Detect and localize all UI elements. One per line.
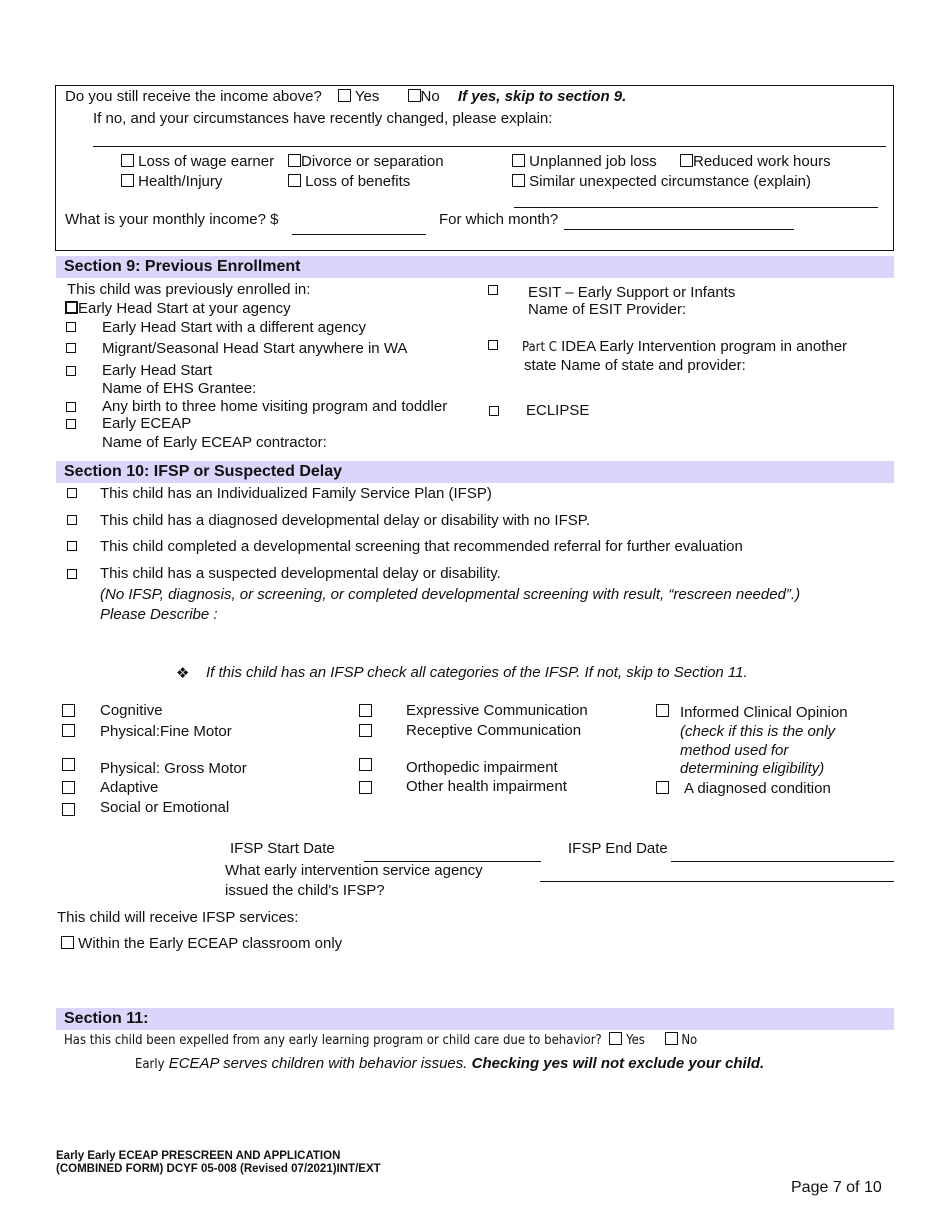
agency-question-line1: What early intervention service agency — [225, 862, 483, 879]
cognitive-checkbox[interactable] — [62, 704, 75, 717]
services-label: This child will receive IFSP services: — [57, 909, 299, 926]
reason-divorce[interactable] — [288, 153, 444, 170]
loss-benefits-checkbox[interactable] — [288, 174, 301, 187]
loss-wage-label: Loss of wage earner — [138, 153, 275, 170]
receptive-label: Receptive Communication — [406, 722, 582, 739]
clinical-note1: (check if this is the only — [680, 723, 836, 740]
clinical-checkbox[interactable] — [656, 704, 669, 717]
orthopedic-checkbox[interactable] — [359, 758, 372, 771]
explain-line[interactable] — [93, 146, 886, 147]
page-number: Page 7 of 10 — [791, 1179, 882, 1196]
expelled-yes-checkbox[interactable] — [609, 1032, 622, 1045]
ehs-grantee-label: Name of EHS Grantee: — [102, 380, 257, 397]
idea-label: IDEA Early Intervention program in another — [556, 338, 848, 355]
describe-label: Please Describe : — [100, 606, 218, 623]
idea-prefix: Part C — [522, 340, 557, 355]
eclipse-label: ECLIPSE — [526, 402, 590, 419]
ifsp-label: This child has an Individualized Family Service Plan (IFSP) — [100, 485, 492, 502]
other-health-label: Other health impairment — [406, 778, 567, 795]
expelled-yes-label: Yes — [626, 1033, 645, 1048]
section9-intro: This child was previously enrolled in: — [67, 281, 311, 298]
suspected-label: This child has a suspected developmental delay or disability. — [100, 565, 501, 582]
idea-checkbox[interactable] — [488, 340, 498, 350]
job-loss-checkbox[interactable] — [512, 154, 525, 167]
behavior-note-bold: Checking yes will not exclude your child. — [471, 1055, 765, 1072]
social-label: Social or Emotional — [100, 799, 230, 816]
early-eceap-checkbox[interactable] — [66, 419, 76, 429]
loss-benefits-label: Loss of benefits — [305, 173, 411, 190]
reason-loss-benefits[interactable] — [288, 173, 410, 190]
divorce-checkbox[interactable] — [288, 154, 301, 167]
month-label: For which month? — [439, 211, 559, 228]
section11-header: Section 11: — [56, 1008, 894, 1030]
ifsp-end-label: IFSP End Date — [568, 840, 668, 857]
month-field[interactable] — [564, 229, 794, 230]
clinical-note2: method used for — [680, 742, 789, 759]
health-label: Health/Injury — [138, 173, 223, 190]
social-checkbox[interactable] — [62, 803, 75, 816]
footer-line1: Early Early ECEAP PRESCREEN AND APPLICATION — [56, 1150, 341, 1162]
ehs-agency-checkbox[interactable] — [65, 301, 78, 314]
ehs-agency-prefix: Early — [78, 300, 113, 317]
loss-wage-checkbox[interactable] — [121, 154, 134, 167]
esit-checkbox[interactable] — [488, 285, 498, 295]
reduced-hours-checkbox[interactable] — [680, 154, 693, 167]
prev-ehs-agency[interactable] — [65, 300, 291, 317]
ehs-label: Early Head Start — [102, 362, 213, 379]
income-yes-checkbox[interactable] — [338, 89, 351, 102]
similar-label: Similar unexpected circumstance (explain) — [529, 173, 811, 190]
behavior-note — [135, 1055, 764, 1072]
diagnosed-condition-checkbox[interactable] — [656, 781, 669, 794]
screening-label: This child completed a developmental screening that recommended referral for further evaluation — [100, 538, 743, 555]
gross-motor-checkbox[interactable] — [62, 758, 75, 771]
classroom-only-option[interactable] — [61, 935, 342, 952]
idea-row — [522, 338, 847, 355]
clinical-note3: determining eligibility) — [680, 760, 825, 777]
diagnosed-label: This child has a diagnosed developmental delay or disability with no IFSP. — [100, 512, 591, 529]
reason-health[interactable] — [121, 173, 222, 190]
section9-header: Section 9: Previous Enrollment — [56, 256, 894, 278]
monthly-income-field[interactable] — [292, 234, 426, 235]
fine-motor-checkbox[interactable] — [62, 724, 75, 737]
expelled-no-label: No — [681, 1033, 698, 1048]
screening-checkbox[interactable] — [67, 541, 77, 551]
suspected-note: (No IFSP, diagnosis, or screening, or completed developmental screening with result, “rescreen needed”.) — [100, 586, 801, 603]
birth-to-three-checkbox[interactable] — [66, 402, 76, 412]
esit-provider-label: Name of ESIT Provider: — [528, 301, 687, 318]
similar-explain-line[interactable] — [514, 207, 878, 208]
section10-header: Section 10: IFSP or Suspected Delay — [56, 461, 894, 483]
income-skip-note: If yes, skip to section 9. — [457, 88, 627, 105]
fine-motor-label: Physical:Fine Motor — [100, 723, 232, 740]
early-eceap-label: Early ECEAP — [102, 415, 192, 432]
reason-similar[interactable] — [512, 173, 811, 190]
orthopedic-label: Orthopedic impairment — [406, 759, 558, 776]
similar-checkbox[interactable] — [512, 174, 525, 187]
adaptive-label: Adaptive — [100, 779, 159, 796]
gross-motor-label: Physical: Gross Motor — [100, 760, 247, 777]
expressive-label: Expressive Communication — [406, 702, 588, 719]
diagnosed-condition-label: A diagnosed condition — [684, 780, 831, 797]
other-health-checkbox[interactable] — [359, 781, 372, 794]
divorce-label: Divorce or separation — [301, 153, 444, 170]
ifsp-start-label: IFSP Start Date — [230, 840, 335, 857]
expressive-checkbox[interactable] — [359, 704, 372, 717]
income-explain-prompt: If no, and your circumstances have recently changed, please explain: — [93, 110, 553, 127]
ifsp-checkbox[interactable] — [67, 488, 77, 498]
income-question: Do you still receive the income above? — [65, 88, 322, 105]
expelled-question: Has this child been expelled from any early learning program or child care due to behavior? — [64, 1033, 602, 1048]
behavior-note-italic: ECEAP serves children with behavior issues. — [164, 1055, 472, 1072]
ifsp-end-field[interactable] — [671, 861, 894, 862]
birth-to-three-label: Any birth to three home visiting program and toddler — [102, 398, 448, 415]
income-no-label: No — [420, 88, 440, 105]
reason-job-loss[interactable] — [512, 153, 657, 170]
receptive-checkbox[interactable] — [359, 724, 372, 737]
cognitive-label: Cognitive — [100, 702, 163, 719]
footer-line2: (COMBINED FORM) DCYF 05-008 (Revised 07/2021)INT/EXT — [56, 1163, 381, 1175]
ifsp-instruction: If this child has an IFSP check all categories of the IFSP. If not, skip to Section 11. — [206, 664, 748, 681]
monthly-income-label: What is your monthly income? $ — [65, 211, 279, 228]
reason-reduced-hours[interactable] — [680, 153, 831, 170]
eclipse-checkbox[interactable] — [489, 406, 499, 416]
classroom-only-label: Within the Early ECEAP classroom only — [78, 935, 343, 952]
ehs-different-checkbox[interactable] — [66, 322, 76, 332]
agency-question-line2: issued the child's IFSP? — [225, 882, 385, 899]
diagnosed-checkbox[interactable] — [67, 515, 77, 525]
behavior-note-prefix: Early — [135, 1057, 165, 1072]
ehs-different-label: Early Head Start with a different agency — [102, 319, 367, 336]
suspected-checkbox[interactable] — [67, 569, 77, 579]
migrant-label: Migrant/Seasonal Head Start anywhere in WA — [102, 340, 408, 357]
income-question-row — [65, 88, 626, 105]
expelled-row — [64, 1032, 697, 1048]
income-no-checkbox[interactable] — [408, 89, 421, 102]
instruction-bullet-icon: ❖ — [176, 665, 190, 682]
reduced-hours-label: Reduced work hours — [693, 153, 831, 170]
health-checkbox[interactable] — [121, 174, 134, 187]
migrant-checkbox[interactable] — [66, 343, 76, 353]
job-loss-label: Unplanned job loss — [529, 153, 657, 170]
expelled-no-checkbox[interactable] — [665, 1032, 678, 1045]
clinical-label: Informed Clinical Opinion — [680, 704, 848, 721]
adaptive-checkbox[interactable] — [62, 781, 75, 794]
ehs-checkbox[interactable] — [66, 366, 76, 376]
reason-loss-wage[interactable] — [121, 153, 274, 170]
esit-label: ESIT – Early Support or Infants — [528, 284, 736, 301]
eceap-contractor-label: Name of Early ECEAP contractor: — [102, 434, 327, 451]
agency-field[interactable] — [540, 881, 894, 882]
idea-line2: state Name of state and provider: — [524, 357, 746, 374]
income-yes-label: Yes — [354, 88, 380, 105]
ehs-agency-label: Head Start at your agency — [112, 300, 291, 317]
classroom-only-checkbox[interactable] — [61, 936, 74, 949]
